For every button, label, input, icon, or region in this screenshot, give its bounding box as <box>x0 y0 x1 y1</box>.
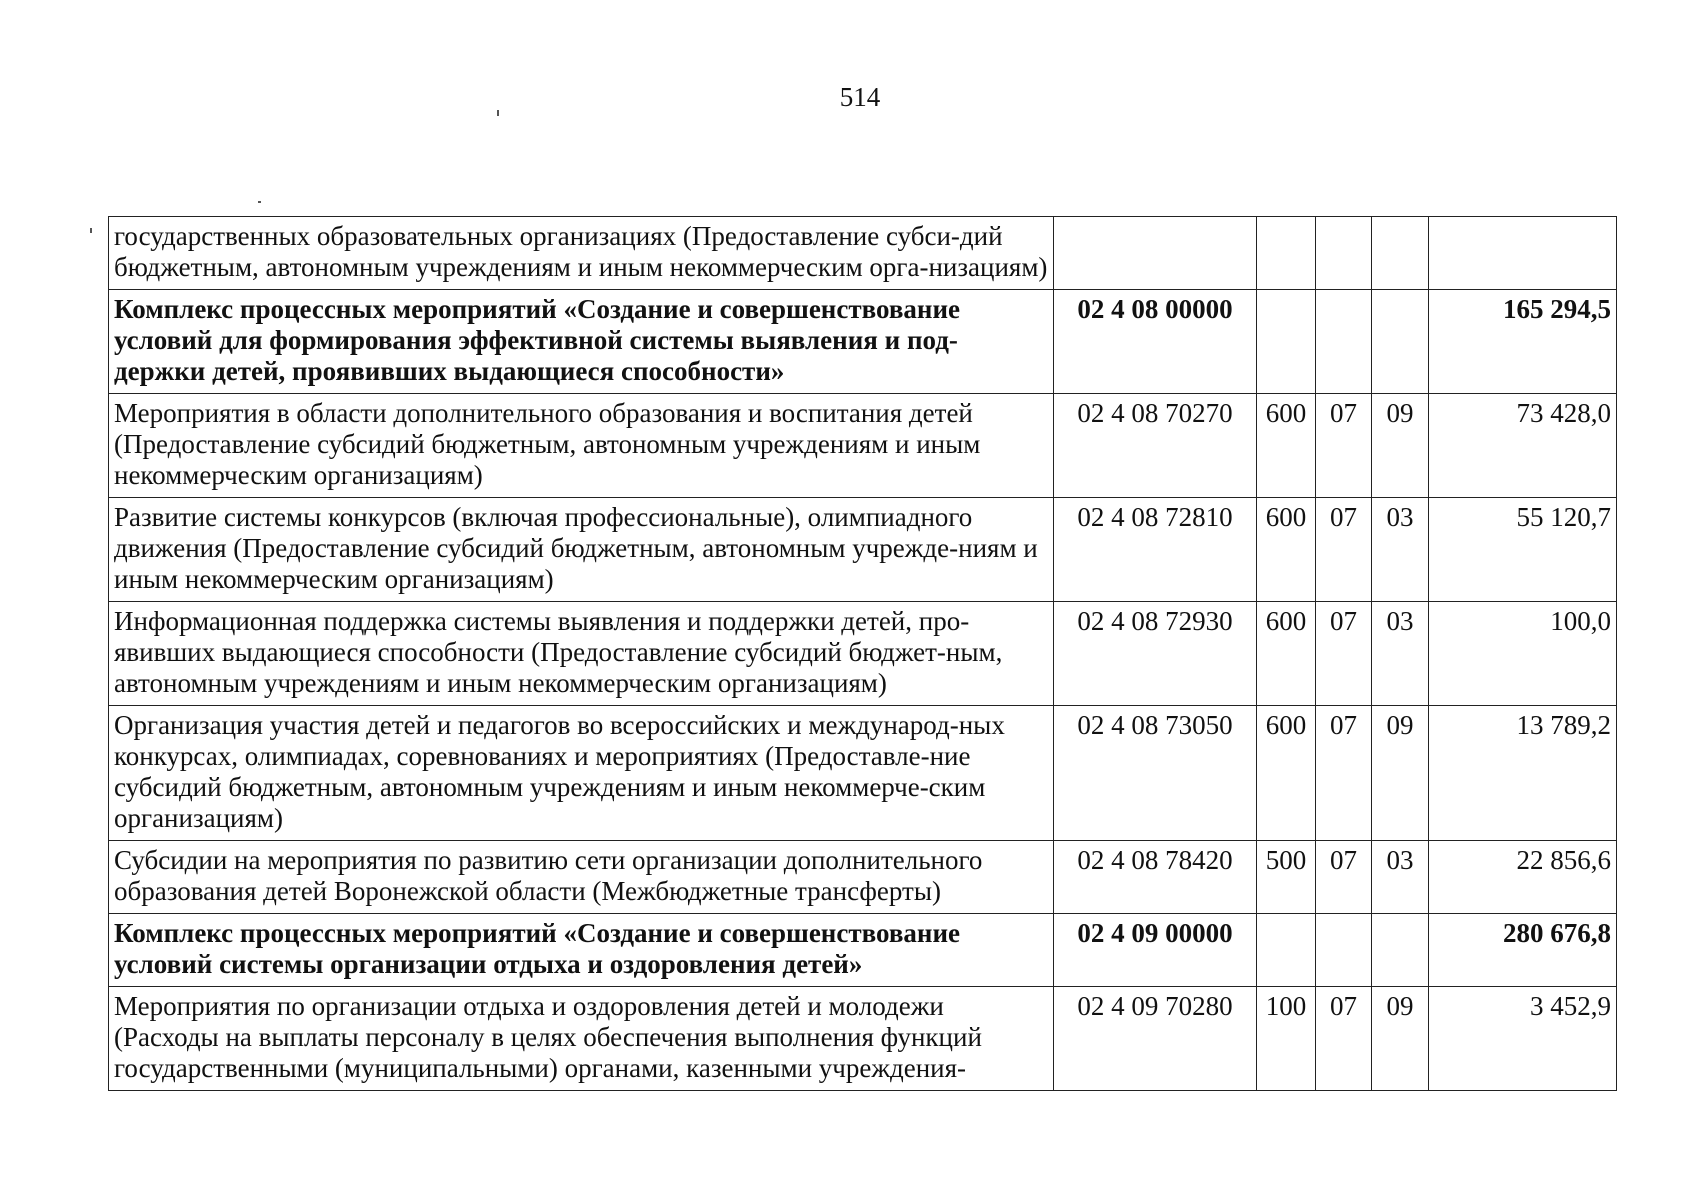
scan-speck <box>258 201 261 203</box>
row-expense-type-cell <box>1257 217 1316 290</box>
row-name-cell: Мероприятия по организации отдыха и оздоровления детей и молодежи (Расходы на выплаты персоналу в целях обеспечения выполнения функций государственными (муниципальными) органами, казенными учреждения- <box>109 987 1054 1091</box>
row-name-cell: Информационная поддержка системы выявления и поддержки детей, про-явивших выдающиеся способности (Предоставление субсидий бюджет-ным, автономным учреждениям и иным некоммерческим организациям) <box>109 602 1054 706</box>
row-subsection-cell: 03 <box>1372 602 1429 706</box>
row-subsection-cell <box>1372 290 1429 394</box>
row-section-cell <box>1316 217 1372 290</box>
row-amount-cell <box>1429 217 1617 290</box>
table-row <box>109 706 1617 841</box>
table-row <box>109 602 1617 706</box>
scan-speck <box>90 228 92 233</box>
row-code-cell: 02 4 08 73050 <box>1054 706 1257 841</box>
row-amount-cell: 280 676,8 <box>1429 914 1617 987</box>
row-subsection-cell: 09 <box>1372 394 1429 498</box>
row-section-cell: 07 <box>1316 498 1372 602</box>
row-code-cell: 02 4 09 70280 <box>1054 987 1257 1091</box>
budget-table <box>108 216 1617 1091</box>
page-number: 514 <box>839 82 881 112</box>
row-section-cell: 07 <box>1316 841 1372 914</box>
row-code-cell <box>1054 217 1257 290</box>
row-name-cell: Развитие системы конкурсов (включая профессиональные), олимпиадного движения (Предоставление субсидий бюджетным, автономным учрежде-ниям и иным некоммерческим организациям) <box>109 498 1054 602</box>
row-code-cell: 02 4 08 72930 <box>1054 602 1257 706</box>
table-row <box>109 914 1617 987</box>
row-code-cell: 02 4 08 72810 <box>1054 498 1257 602</box>
row-code-cell: 02 4 09 00000 <box>1054 914 1257 987</box>
row-subsection-cell: 09 <box>1372 987 1429 1091</box>
row-name-cell: Субсидии на мероприятия по развитию сети организации дополнительного образования детей Воронежской области (Межбюджетные трансферты) <box>109 841 1054 914</box>
row-expense-type-cell <box>1257 290 1316 394</box>
row-amount-cell: 100,0 <box>1429 602 1617 706</box>
row-code-cell: 02 4 08 70270 <box>1054 394 1257 498</box>
table-row <box>109 290 1617 394</box>
row-code-cell: 02 4 08 00000 <box>1054 290 1257 394</box>
row-subsection-cell: 03 <box>1372 498 1429 602</box>
row-subsection-cell <box>1372 217 1429 290</box>
row-section-cell: 07 <box>1316 706 1372 841</box>
row-expense-type-cell: 500 <box>1257 841 1316 914</box>
table-row <box>109 217 1617 290</box>
row-section-cell: 07 <box>1316 987 1372 1091</box>
table-row <box>109 498 1617 602</box>
row-section-cell: 07 <box>1316 394 1372 498</box>
row-expense-type-cell: 600 <box>1257 498 1316 602</box>
row-subsection-cell <box>1372 914 1429 987</box>
row-section-cell <box>1316 290 1372 394</box>
row-expense-type-cell: 600 <box>1257 602 1316 706</box>
row-expense-type-cell: 100 <box>1257 987 1316 1091</box>
row-expense-type-cell: 600 <box>1257 706 1316 841</box>
scan-speck <box>497 110 499 116</box>
row-name-cell: Организация участия детей и педагогов во всероссийских и международ-ных конкурсах, олимпиадах, соревнованиях и мероприятиях (Предоставле-ние субсидий бюджетным, автономным учреждениям и иным некоммерче-ским организациям) <box>109 706 1054 841</box>
row-amount-cell: 165 294,5 <box>1429 290 1617 394</box>
row-expense-type-cell <box>1257 914 1316 987</box>
row-name-cell: Комплекс процессных мероприятий «Создание и совершенствование условий для формирования эффективной системы выявления и под-держки детей, проявивших выдающиеся способности» <box>109 290 1054 394</box>
row-amount-cell: 13 789,2 <box>1429 706 1617 841</box>
row-amount-cell: 3 452,9 <box>1429 987 1617 1091</box>
row-name-cell: Мероприятия в области дополнительного образования и воспитания детей (Предоставление субсидий бюджетным, автономным учреждениям и иным некоммерческим организациям) <box>109 394 1054 498</box>
table-row <box>109 841 1617 914</box>
row-expense-type-cell: 600 <box>1257 394 1316 498</box>
row-name-cell: Комплекс процессных мероприятий «Создание и совершенствование условий системы организации отдыха и оздоровления детей» <box>109 914 1054 987</box>
row-code-cell: 02 4 08 78420 <box>1054 841 1257 914</box>
table-row <box>109 394 1617 498</box>
table-row <box>109 987 1617 1091</box>
row-section-cell <box>1316 914 1372 987</box>
row-subsection-cell: 03 <box>1372 841 1429 914</box>
row-amount-cell: 73 428,0 <box>1429 394 1617 498</box>
row-section-cell: 07 <box>1316 602 1372 706</box>
row-name-cell: государственных образовательных организациях (Предоставление субси-дий бюджетным, автономным учреждениям и иным некоммерческим орга-низациям) <box>109 217 1054 290</box>
row-amount-cell: 55 120,7 <box>1429 498 1617 602</box>
row-subsection-cell: 09 <box>1372 706 1429 841</box>
row-amount-cell: 22 856,6 <box>1429 841 1617 914</box>
